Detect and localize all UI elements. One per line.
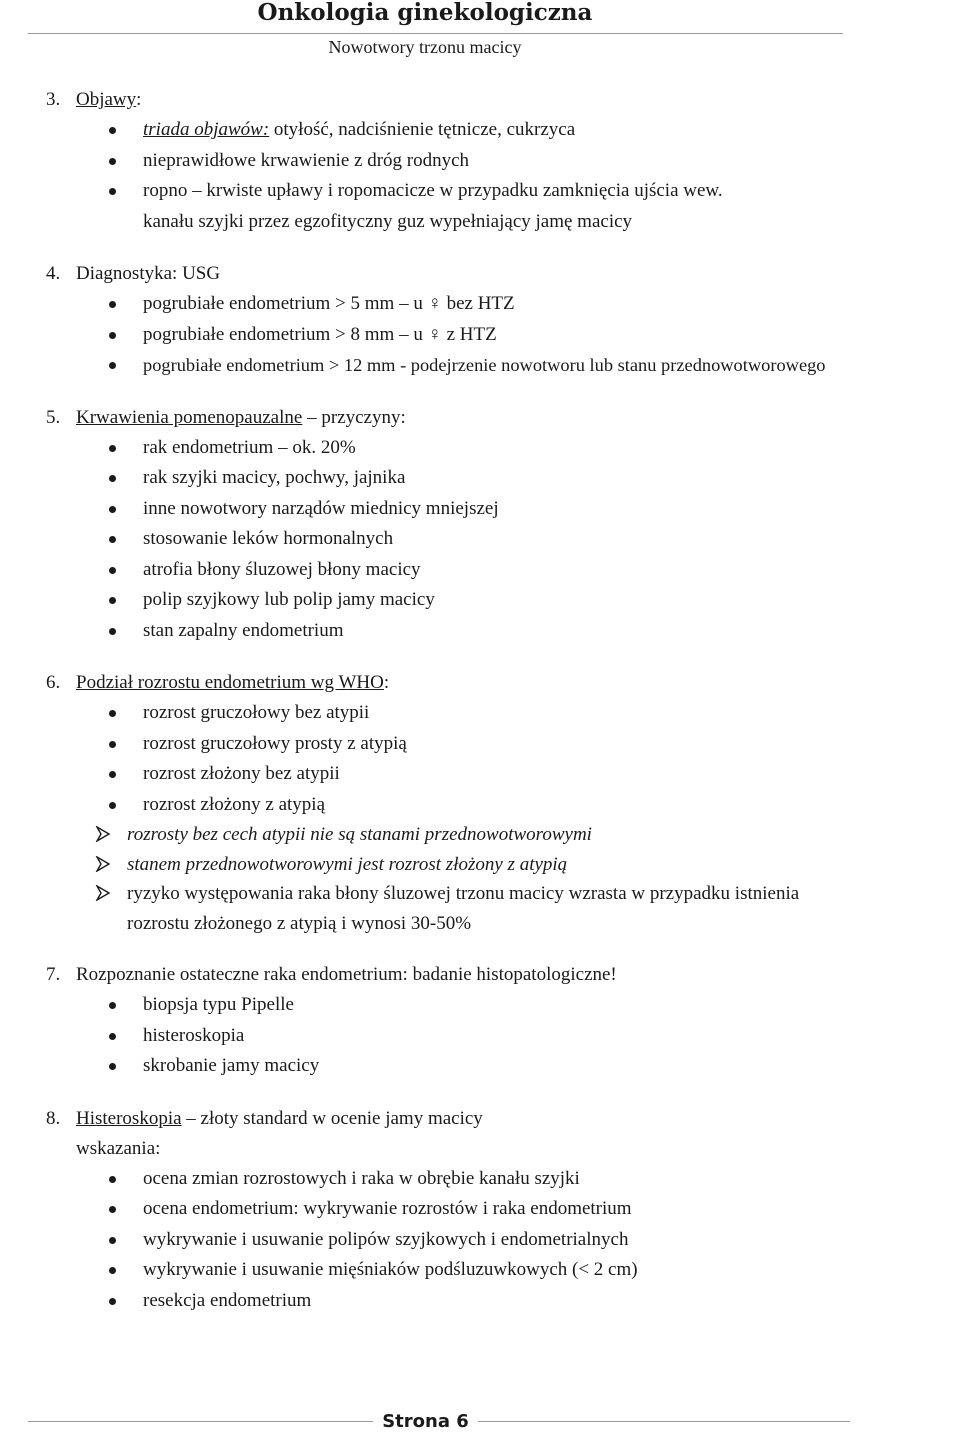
arrowhead-bullet-icon [95,885,111,901]
section-number: 5. [46,406,61,428]
section-title-suffix: – przyczyny: [302,406,406,428]
section-number: 7. [46,964,61,985]
arrow-list-item: ryzyko występowania raka błony śluzowej trzonu macicy wzrasta w przypadku istnienia rozrostu złożonego z atypią i wynosi 30-50% [0,879,827,938]
document-subtitle: Nowotwory trzonu macicy [328,37,522,57]
arrow-list [0,820,960,938]
section-title-suffix: : [383,672,390,693]
bullet-list [0,115,960,237]
list-item: pogrubiałe endometrium > 8 mm – u ♀ z HTZ [0,320,960,351]
document-title: Onkologia ginekologiczna [257,0,593,26]
header-divider [28,33,843,34]
list-item: rak endometrium – ok. 20% [0,433,960,464]
list-item: stosowanie leków hormonalnych [0,524,960,555]
section-title-suffix: – złoty standard w ocenie jamy macicy [181,1107,483,1129]
list-item: biopsja typu Pipelle [0,990,960,1021]
indications-label: wskazania: [76,1137,161,1159]
section-final-diagnosis [0,960,960,1082]
list-item: skrobanie jamy macicy [0,1051,960,1082]
list-item: wykrywanie i usuwanie mięśniaków podśluzuwkowych (< 2 cm) [0,1255,960,1286]
list-item: rozrost złożony z atypią [0,790,960,821]
list-item: atrofia błony śluzowej błony macicy [0,555,960,586]
page-number: Strona 6 [382,1411,469,1432]
list-item: rozrost gruczołowy prosty z atypią [0,729,960,760]
section-number: 4. [46,263,61,284]
list-item: triada objawów: otyłość, nadciśnienie tętnicze, cukrzyca [0,115,960,146]
list-item: resekcja endometrium [0,1286,960,1317]
section-symptoms [0,85,960,237]
list-item-continuation: kanału szyjki przez egzofityczny guz wypełniający jamę macicy [143,210,633,232]
document-body [0,85,960,1338]
section-title: Diagnostyka: USG [76,263,221,284]
section-title: Objawy [76,89,137,110]
section-diagnostics [0,259,960,381]
list-item: wykrywanie i usuwanie polipów szyjkowych i endometrialnych [0,1225,960,1256]
arrow-list-item: stanem przednowotworowymi jest rozrost złożony z atypią [0,850,960,880]
list-item: ocena endometrium: wykrywanie rozrostów i raka endometrium [0,1194,960,1225]
arrow-list-item: rozrosty bez cech atypii nie są stanami przednowotworowymi [0,820,960,850]
list-item: nieprawidłowe krwawienie z dróg rodnych [0,146,960,177]
section-hysteroscopy [0,1104,960,1317]
arrowhead-bullet-icon [95,856,111,872]
section-number: 6. [46,672,61,693]
bullet-list [0,1164,960,1317]
bullet-list [0,289,960,381]
list-item: inne nowotwory narządów miednicy mniejszej [0,494,960,525]
section-title: Rozpoznanie ostateczne raka endometrium: badanie histopatologiczne! [76,964,617,985]
list-item: rak szyjki macicy, pochwy, jajnika [0,463,960,494]
bullet-list [0,990,960,1082]
section-postmenopausal-bleeding [0,403,960,647]
list-item-lead: triada objawów: [143,119,270,140]
section-title-suffix: : [136,89,142,110]
section-who-classification [0,668,960,938]
section-number: 8. [46,1107,61,1129]
list-item: rozrost złożony bez atypii [0,759,960,790]
section-title: Krwawienia pomenopauzalne [76,406,303,428]
list-item: pogrubiałe endometrium > 5 mm – u ♀ bez HTZ [0,289,960,320]
list-item: polip szyjkowy lub polip jamy macicy [0,585,960,616]
footer-divider-left [28,1421,373,1422]
section-title: Podział rozrostu endometrium wg WHO [76,672,384,693]
list-item: ropno – krwiste upławy i ropomacicze w przypadku zamknięcia ujścia wew. [0,176,960,207]
section-number: 3. [46,89,61,110]
footer-divider-right [478,1421,850,1422]
list-item: rozrost gruczołowy bez atypii [0,698,960,729]
list-item: ocena zmian rozrostowych i raka w obrębie kanału szyjki [0,1164,960,1195]
list-item: stan zapalny endometrium [0,616,960,647]
bullet-list [0,698,960,820]
section-title: Histeroskopia [76,1107,182,1129]
arrowhead-bullet-icon [95,826,111,842]
bullet-list [0,433,960,647]
list-item: histeroskopia [0,1021,960,1052]
list-item: pogrubiałe endometrium > 12 mm - podejrzenie nowotworu lub stanu przednowotworowego [0,350,960,381]
